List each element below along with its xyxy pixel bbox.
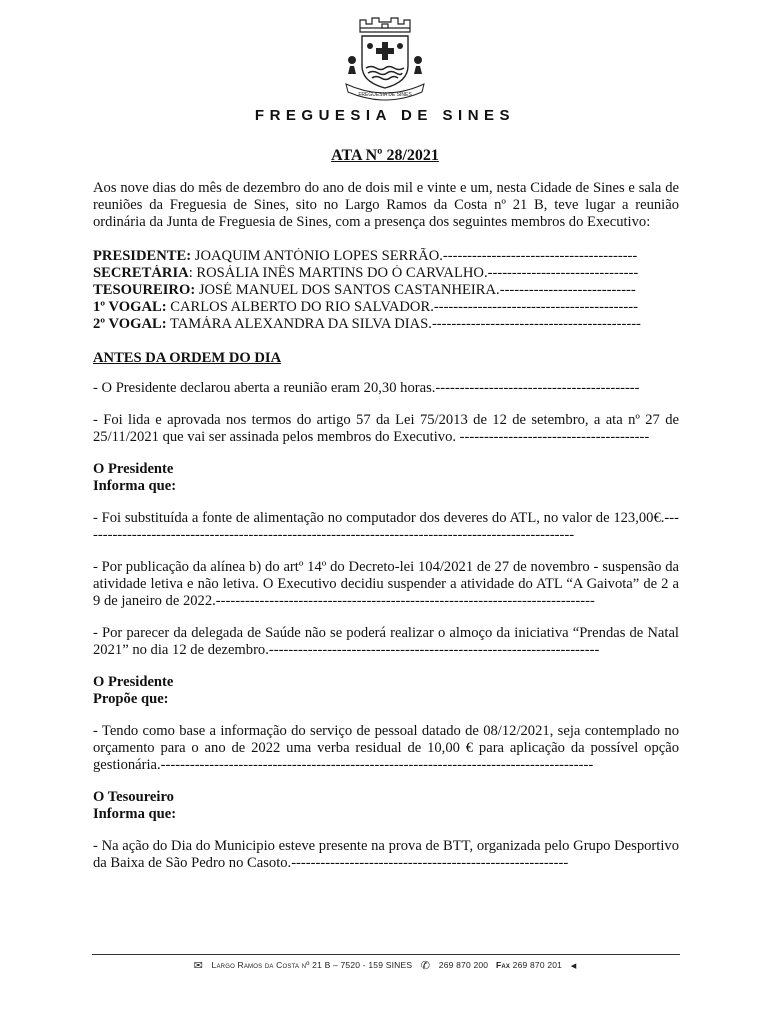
member-row [93, 248, 679, 265]
organization-name: FREGUESIA DE SINES [254, 107, 516, 124]
block-subheading: Informa que: [93, 806, 177, 822]
crest-ribbon-text: FREGUESIA DE SINES [358, 92, 412, 98]
member-role: SECRETÁRIA [93, 265, 189, 281]
phone-icon: ✆ [420, 960, 431, 972]
member-name: TAMÁRA ALEXANDRA DA SILVA DIAS.------------------------------------------- [166, 316, 641, 332]
footer-phone: 269 870 200 [438, 960, 489, 970]
document-title: ATA Nº 28/2021 [331, 147, 439, 164]
paragraph: - Por parecer da delegada de Saúde não se poderá realizar o almoço da iniciativa “Prendas de Natal 2021” no dia 12 de dezembro.-------------------------------------------------------------------- [93, 625, 679, 658]
member-name: JOAQUIM ANTÓNIO LOPES SERRÃO.---------------------------------------- [191, 248, 638, 264]
members-list [93, 248, 679, 333]
block-heading: O Tesoureiro [93, 789, 174, 805]
document-body [93, 180, 679, 872]
paragraph: - Por publicação da alínea b) do artº 14º do Decreto-lei 104/2021 de 27 de novembro - suspensão da atividade letiva e não letiva. O Executivo decidiu suspender a atividade do ATL “A Gaivota” de 2 a 9 de janeiro de 2022.------------------------------------------------------------------------------ [93, 559, 679, 609]
member-row [93, 316, 679, 333]
member-name: : ROSÁLIA INÊS MARTINS DO Ó CARVALHO.------------------------------- [188, 265, 639, 281]
footer-address: Largo Ramos da Costa nº 21 B – 7520 - 159 SINES [211, 960, 413, 970]
paragraph: - Foi lida e aprovada nos termos do artigo 57 da Lei 75/2013 de 12 de setembro, a ata nº 27 de 25/11/2021 que vai ser assinada pelos membros do Executivo. --------------------------------------- [93, 412, 679, 445]
intro-paragraph: Aos nove dias do mês de dezembro do ano de dois mil e vinte e um, nesta Cidade de Sines e sala de reuniões da Freguesia de Sines, sito no Largo Ramos da Costa nº 21 B, teve lugar a reunião ordinária da Junta de Freguesia de Sines, com a presença dos seguintes membros do Executivo: [93, 180, 679, 230]
block-subheading: Informa que: [93, 478, 177, 494]
member-role: TESOUREIRO: [93, 282, 196, 298]
section-title: ANTES DA ORDEM DO DIA [93, 350, 282, 366]
block-subheading: Propõe que: [93, 691, 169, 707]
paragraph: - Na ação do Dia do Municipio esteve presente na prova de BTT, organizada pelo Grupo Desportivo da Baixa de São Pedro no Casoto.--------------------------------------------------------- [93, 838, 679, 871]
member-row [93, 299, 679, 316]
envelope-icon: ✉ [193, 960, 203, 972]
member-name: CARLOS ALBERTO DO RIO SALVADOR.------------------------------------------ [166, 299, 638, 315]
member-row [93, 282, 679, 299]
paragraph: - O Presidente declarou aberta a reunião eram 20,30 horas.------------------------------------------ [93, 380, 640, 396]
footer [0, 959, 770, 972]
member-row [93, 265, 679, 282]
member-role: 1º VOGAL: [93, 299, 167, 315]
block-heading: O Presidente [93, 461, 174, 477]
block-heading: O Presidente [93, 674, 174, 690]
member-role: 2º VOGAL: [93, 316, 167, 332]
paragraph: - Foi substituída a fonte de alimentação no computador dos deveres do ATL, no valor de 123,00€.------------------------------------------------------------------------------------------------------ [93, 510, 679, 543]
member-role: PRESIDENTE: [93, 248, 192, 264]
member-name: JOSÉ MANUEL DOS SANTOS CASTANHEIRA.---------------------------- [195, 282, 636, 298]
footer-fax: 269 870 201 [512, 960, 563, 970]
paragraph: - Tendo como base a informação do serviço de pessoal datado de 08/12/2021, seja contemplado no orçamento para o ano de 2022 uma verba residual de 10,00 € para aplicação da possível opção gestionária.----------------------------------------------------------------------------------------- [93, 723, 679, 773]
footer-fax-label: Fax [495, 960, 511, 970]
fax-icon: ◂ [570, 960, 577, 972]
crest-logo [338, 10, 432, 102]
footer-divider [92, 954, 680, 955]
